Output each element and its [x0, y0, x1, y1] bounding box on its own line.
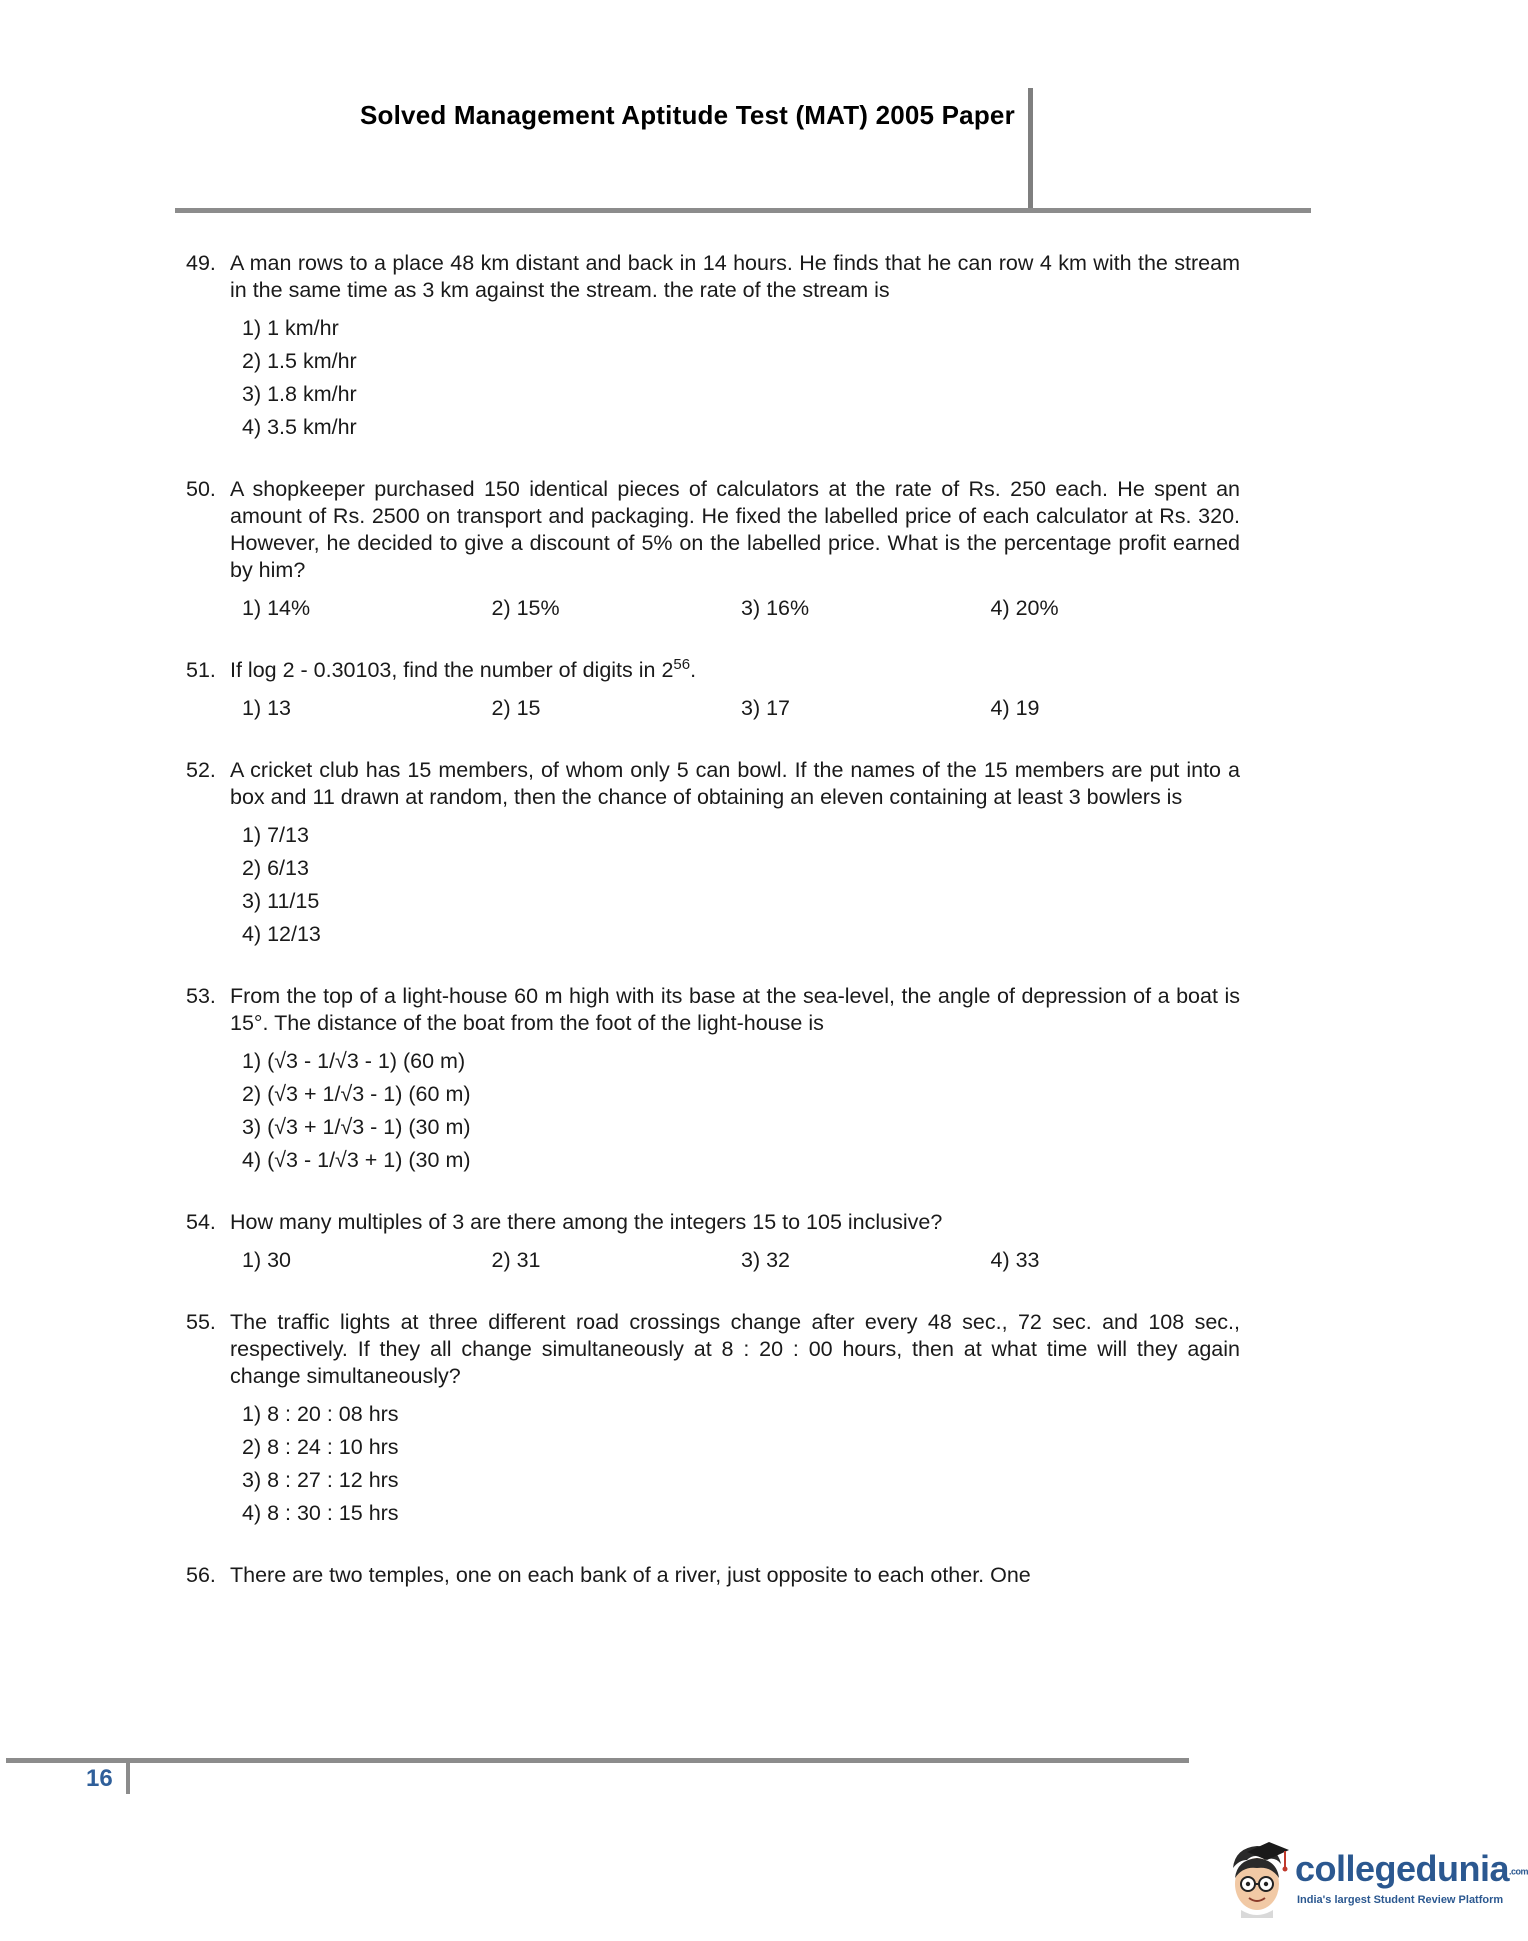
option: 1) 14%: [242, 596, 311, 620]
question-text: A cricket club has 15 members, of whom only 5 can bowl. If the names of the 15 members are put into a box and 11 drawn at random, then the chance of obtaining an eleven containing at least 3 bowlers is: [230, 758, 1240, 809]
option: 2) 1.5 km/hr: [242, 349, 357, 373]
logo-suffix: .com: [1509, 1866, 1528, 1877]
question-number: 56.: [186, 1563, 216, 1587]
option: 4) 3.5 km/hr: [242, 415, 357, 439]
question-number: 51.: [186, 658, 216, 682]
question-52: [186, 757, 1240, 951]
option: 1) 30: [242, 1248, 292, 1272]
logo-tagline: India's largest Student Review Platform: [1297, 1894, 1504, 1906]
option: 1) 7/13: [242, 823, 309, 847]
option: 2) 6/13: [242, 856, 309, 880]
question-number: 55.: [186, 1310, 216, 1334]
question-50: [186, 476, 1240, 625]
option: 4) 12/13: [242, 922, 321, 946]
question-number: 50.: [186, 477, 216, 501]
question-text: There are two temples, one on each bank of a river, just opposite to each other. One: [230, 1563, 1031, 1587]
question-51: [186, 657, 1240, 725]
question-text: How many multiples of 3 are there among the integers 15 to 105 inclusive?: [230, 1210, 943, 1234]
options-list: [242, 819, 1240, 951]
option: 3) 11/15: [242, 889, 320, 913]
option: 3) 16%: [741, 596, 810, 620]
options-row: [242, 692, 1240, 725]
question-55: [186, 1309, 1240, 1530]
student-mascot-icon: [1225, 1838, 1295, 1918]
question-54: [186, 1209, 1240, 1277]
option: 2) 31: [491, 1248, 541, 1272]
question-text: A man rows to a place 48 km distant and back in 14 hours. He finds that he can row 4 km with the stream in the same time as 3 km against the stream. the rate of the stream is: [230, 251, 1240, 302]
question-49: [186, 250, 1240, 444]
options-list: [242, 312, 1240, 444]
option: 4) 19: [990, 696, 1040, 720]
option: 1) 8 : 20 : 08 hrs: [242, 1402, 399, 1426]
question-text: A shopkeeper purchased 150 identical pieces of calculators at the rate of Rs. 250 each. He spent an amount of Rs. 2500 on transport and packaging. He fixed the labelled price of each calculator at Rs. 320. However, he decided to give a discount of 5% on the labelled price. What is the percentage profit earned by him?: [230, 477, 1240, 582]
option: 3) 1.8 km/hr: [242, 382, 357, 406]
question-56: [186, 1562, 1240, 1589]
options-row: [242, 1244, 1240, 1277]
footer-divider-horizontal: [6, 1758, 1189, 1763]
options-row: [242, 592, 1240, 625]
option: 3) (√3 + 1/√3 - 1) (30 m): [242, 1115, 471, 1139]
footer-divider-vertical: [126, 1760, 130, 1794]
options-list: [242, 1045, 1240, 1177]
question-list: [186, 250, 1240, 1621]
option: 1) 1 km/hr: [242, 316, 339, 340]
exponent: 56: [673, 655, 691, 673]
option: 4) 8 : 30 : 15 hrs: [242, 1501, 399, 1525]
page-title: Solved Management Aptitude Test (MAT) 2005 Paper: [360, 100, 1015, 130]
option: 1) (√3 - 1/√3 - 1) (60 m): [242, 1049, 466, 1073]
question-text-end: .: [690, 658, 697, 682]
option: 3) 32: [741, 1248, 791, 1272]
option: 1) 13: [242, 696, 292, 720]
page-number: 16: [86, 1765, 113, 1792]
option: 4) 20%: [990, 596, 1059, 620]
option: 2) (√3 + 1/√3 - 1) (60 m): [242, 1082, 471, 1106]
collegedunia-logo[interactable]: [1225, 1838, 1528, 1918]
question-number: 52.: [186, 758, 216, 782]
question-text: [230, 657, 1240, 684]
question-text: From the top of a light-house 60 m high with its base at the sea-level, the angle of depression of a boat is 15°. The distance of the boat from the foot of the light-house is: [230, 984, 1240, 1035]
option: 4) (√3 - 1/√3 + 1) (30 m): [242, 1148, 471, 1172]
question-number: 53.: [186, 984, 216, 1008]
question-53: [186, 983, 1240, 1177]
options-list: [242, 1398, 1240, 1530]
question-number: 54.: [186, 1210, 216, 1234]
header-divider-vertical: [1028, 88, 1033, 210]
option: 2) 15: [491, 696, 541, 720]
option: 2) 15%: [491, 596, 560, 620]
question-number: 49.: [186, 251, 216, 275]
option: 2) 8 : 24 : 10 hrs: [242, 1435, 399, 1459]
logo-name: collegedunia: [1295, 1848, 1510, 1889]
option: 3) 8 : 27 : 12 hrs: [242, 1468, 399, 1492]
question-text: The traffic lights at three different road crossings change after every 48 sec., 72 sec. and 108 sec., respectively. If they all change simultaneously at 8 : 20 : 00 hours, then at what time will they again change simultaneously?: [230, 1310, 1240, 1388]
header-divider-horizontal: [175, 208, 1311, 213]
option: 3) 17: [741, 696, 791, 720]
logo-wordmark: [1295, 1848, 1528, 1890]
question-text-main: If log 2 - 0.30103, find the number of digits in 2: [230, 658, 674, 682]
option: 4) 33: [990, 1248, 1040, 1272]
